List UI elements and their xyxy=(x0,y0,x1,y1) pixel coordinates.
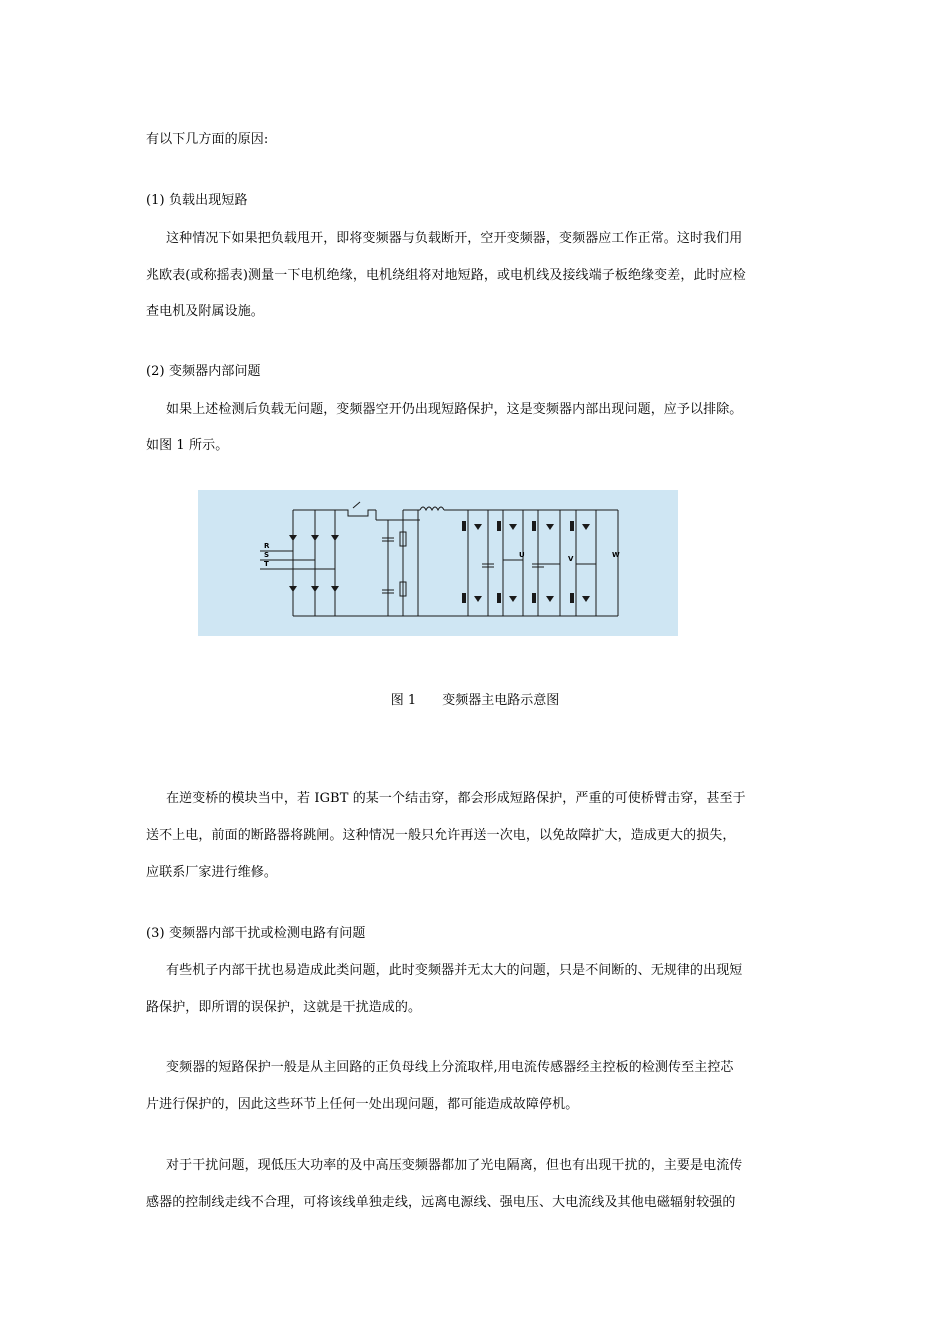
paragraph-2-line-2: 如图 1 所示。 xyxy=(146,438,229,453)
paragraph-1-line-3: 查电机及附属设施。 xyxy=(146,304,264,319)
paragraph-4-line-2: 路保护，即所谓的误保护，这就是干扰造成的。 xyxy=(146,1000,422,1015)
paragraph-6-line-1: 对于干扰问题，现低压大功率的及中高压变频器都加了光电隔离，但也有出现干扰的，主要是电流传 xyxy=(166,1158,743,1173)
figure-caption-number: 图 1 xyxy=(390,693,417,708)
figure-caption-title: 变频器主电路示意图 xyxy=(442,693,560,708)
paragraph-1-line-1: 这种情况下如果把负载甩开，即将变频器与负载断开，空开变频器，变频器应工作正常。这时我们用 xyxy=(166,231,743,246)
section-heading-1: (1) 负载出现短路 xyxy=(146,193,248,208)
input-label-r: R xyxy=(264,542,270,550)
output-label-u: U xyxy=(519,551,525,559)
inverter-main-circuit-diagram xyxy=(198,490,678,636)
output-label-v: V xyxy=(568,555,574,563)
input-label-t: T xyxy=(264,560,269,568)
paragraph-3-line-2: 送不上电，前面的断路器将跳闸。这种情况一般只允许再送一次电，以免故障扩大，造成更大的损失， xyxy=(146,828,736,843)
paragraph-3-line-1: 在逆变桥的模块当中，若 IGBT 的某一个结击穿，都会形成短路保护，严重的可使桥臂击穿，甚至于 xyxy=(166,791,746,806)
paragraph-5-line-2: 片进行保护的，因此这些环节上任何一处出现问题，都可能造成故障停机。 xyxy=(146,1097,579,1112)
output-label-w: W xyxy=(612,551,620,559)
input-label-s: S xyxy=(264,551,270,559)
paragraph-4-line-1: 有些机子内部干扰也易造成此类问题，此时变频器并无太大的问题，只是不间断的、无规律的出现短 xyxy=(166,963,743,978)
paragraph-5-line-1: 变频器的短路保护一般是从主回路的正负母线上分流取样,用电流传感器经主控板的检测传至主控芯 xyxy=(166,1060,734,1075)
paragraph-1-line-2: 兆欧表(或称摇表)测量一下电机绝缘，电机绕组将对地短路，或电机线及接线端子板绝缘变差，此时应检 xyxy=(146,268,746,283)
circuit-diagram-figure xyxy=(198,490,678,636)
paragraph-2-line-1: 如果上述检测后负载无问题，变频器空开仍出现短路保护，这是变频器内部出现问题，应予以排除。 xyxy=(166,402,743,417)
figure-caption xyxy=(0,692,950,710)
paragraph-6-line-2: 感器的控制线走线不合理，可将该线单独走线，远离电源线、强电压、大电流线及其他电磁辐射较强的 xyxy=(146,1195,736,1210)
paragraph-3-line-3: 应联系厂家进行维修。 xyxy=(146,865,278,880)
section-heading-3: (3) 变频器内部干扰或检测电路有问题 xyxy=(146,926,366,941)
section-heading-2: (2) 变频器内部问题 xyxy=(146,364,261,379)
paragraph-intro: 有以下几方面的原因: xyxy=(146,132,269,147)
